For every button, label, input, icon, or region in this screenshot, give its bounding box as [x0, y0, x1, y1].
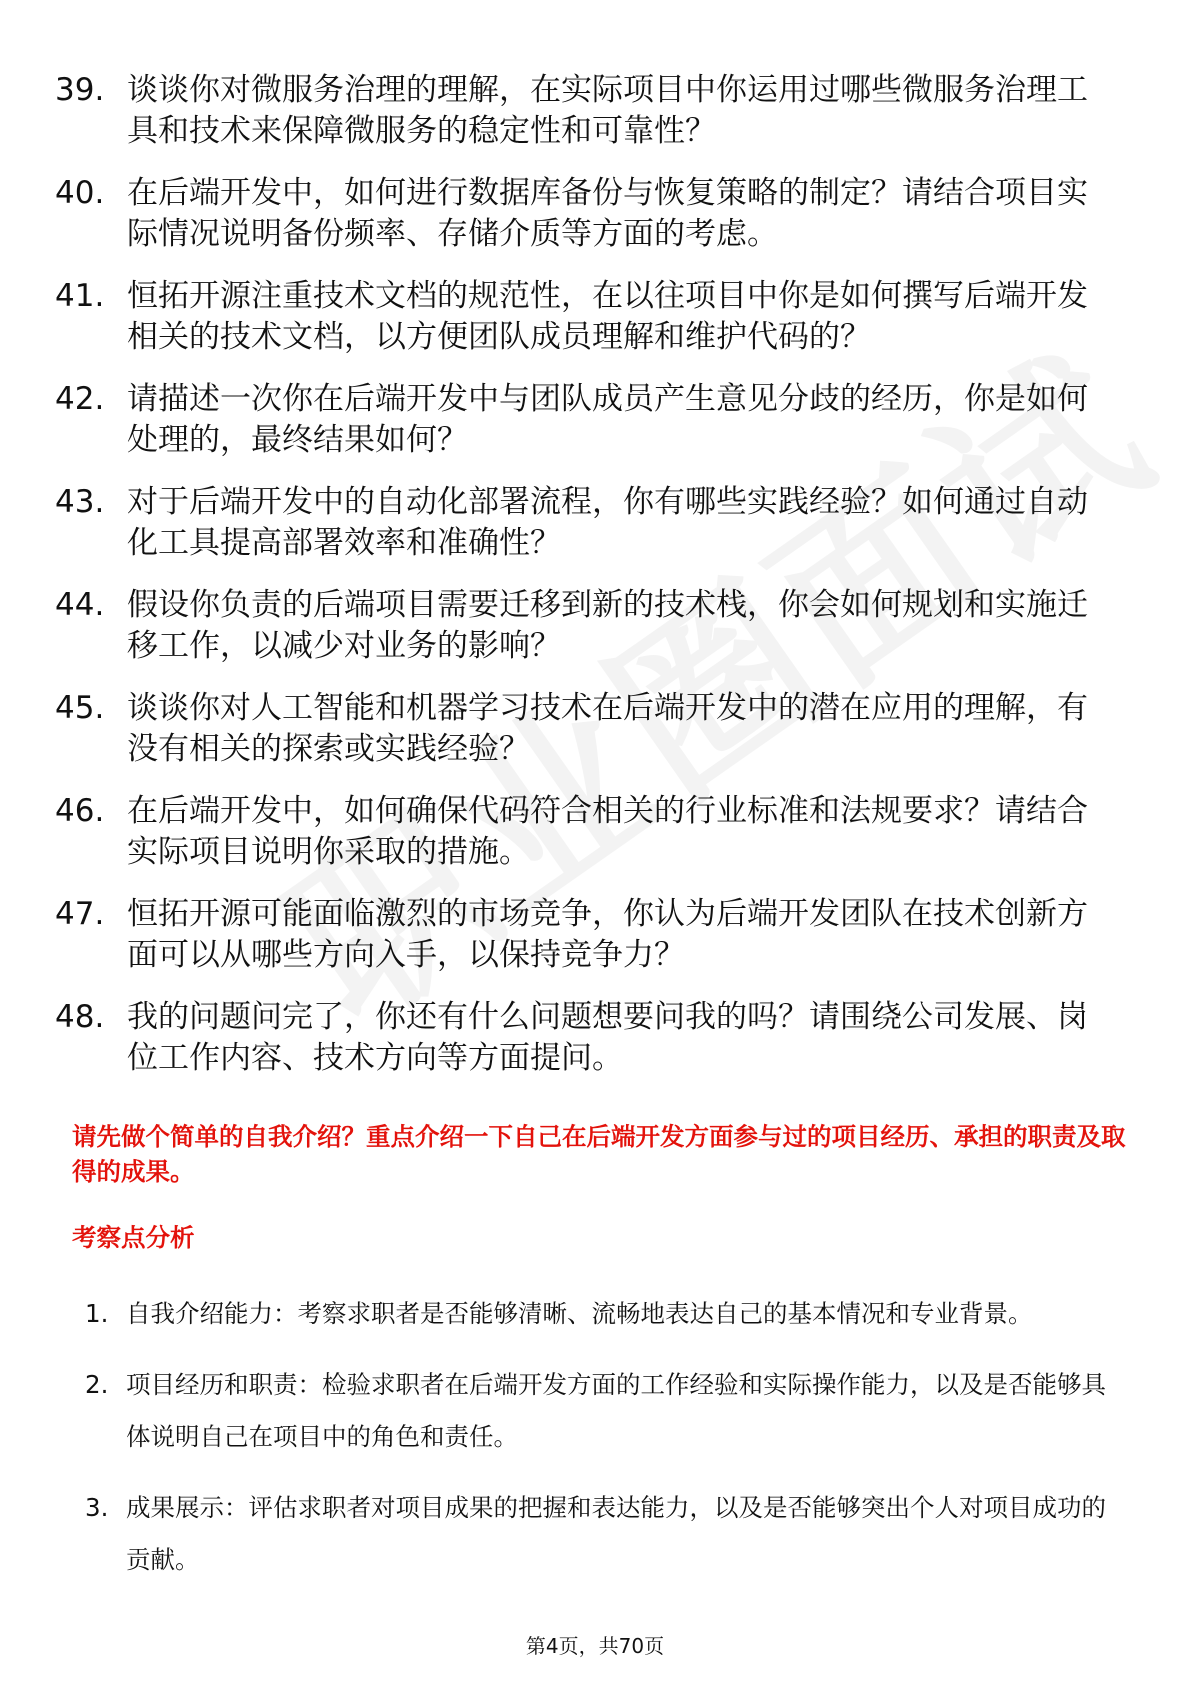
question-item [55, 276, 1115, 358]
question-number: 48. [55, 999, 105, 1035]
question-number: 41. [55, 278, 105, 314]
analysis-number: 2. [85, 1370, 109, 1399]
question-text: 我的问题问完了，你还有什么问题想要问我的吗？请围绕公司发展、岗位工作内容、技术方向等方面提问。 [127, 999, 1088, 1076]
analysis-list [85, 1288, 1125, 1605]
question-text: 在后端开发中，如何确保代码符合相关的行业标准和法规要求？请结合实际项目说明你采取的措施。 [127, 793, 1088, 870]
analysis-number: 3. [85, 1493, 109, 1522]
question-item [55, 997, 1115, 1079]
question-text: 对于后端开发中的自动化部署流程，你有哪些实践经验？如何通过自动化工具提高部署效率和准确性？ [127, 484, 1088, 561]
question-number: 45. [55, 690, 105, 726]
question-item [55, 173, 1115, 255]
question-item [55, 482, 1115, 564]
analysis-number: 1. [85, 1299, 109, 1328]
question-item [55, 688, 1115, 770]
question-number: 40. [55, 175, 105, 211]
question-number: 47. [55, 896, 105, 932]
analysis-text: 自我介绍能力：考察求职者是否能够清晰、流畅地表达自己的基本情况和专业背景。 [126, 1299, 1033, 1328]
analysis-item [85, 1482, 1125, 1586]
analysis-text: 项目经历和职责：检验求职者在后端开发方面的工作经验和实际操作能力，以及是否能够具体说明自己在项目中的角色和责任。 [126, 1370, 1106, 1451]
question-item [55, 791, 1115, 873]
question-text: 假设你负责的后端项目需要迁移到新的技术栈，你会如何规划和实施迁移工作，以减少对业务的影响？ [127, 587, 1088, 664]
question-text: 恒拓开源可能面临激烈的市场竞争，你认为后端开发团队在技术创新方面可以从哪些方向入手，以保持竞争力？ [127, 896, 1088, 973]
question-number: 46. [55, 793, 105, 829]
page-footer: 第4页，共70页 [525, 1634, 665, 1658]
question-number: 44. [55, 587, 105, 623]
analysis-text: 成果展示：评估求职者对项目成果的把握和表达能力，以及是否能够突出个人对项目成功的贡献。 [126, 1493, 1106, 1574]
question-number: 42. [55, 381, 105, 417]
question-text: 谈谈你对微服务治理的理解，在实际项目中你运用过哪些微服务治理工具和技术来保障微服务的稳定性和可靠性？ [127, 72, 1088, 149]
analysis-title: 考察点分析 [72, 1223, 195, 1252]
question-text: 谈谈你对人工智能和机器学习技术在后端开发中的潜在应用的理解，有没有相关的探索或实践经验？ [127, 690, 1088, 767]
question-text: 在后端开发中，如何进行数据库备份与恢复策略的制定？请结合项目实际情况说明备份频率、存储介质等方面的考虑。 [127, 175, 1088, 252]
question-number: 43. [55, 484, 105, 520]
analysis-item [85, 1359, 1125, 1463]
question-list [55, 70, 1115, 1100]
highlight-question: 请先做个简单的自我介绍？重点介绍一下自己在后端开发方面参与过的项目经历、承担的职责及取得的成果。 [72, 1122, 1126, 1186]
question-item [55, 585, 1115, 667]
question-item [55, 379, 1115, 461]
question-text: 请描述一次你在后端开发中与团队成员产生意见分歧的经历，你是如何处理的，最终结果如何？ [127, 381, 1088, 458]
question-number: 39. [55, 72, 105, 108]
question-text: 恒拓开源注重技术文档的规范性，在以往项目中你是如何撰写后端开发相关的技术文档，以方便团队成员理解和维护代码的？ [127, 278, 1088, 355]
question-item [55, 70, 1115, 152]
analysis-item [85, 1288, 1125, 1340]
question-item [55, 894, 1115, 976]
